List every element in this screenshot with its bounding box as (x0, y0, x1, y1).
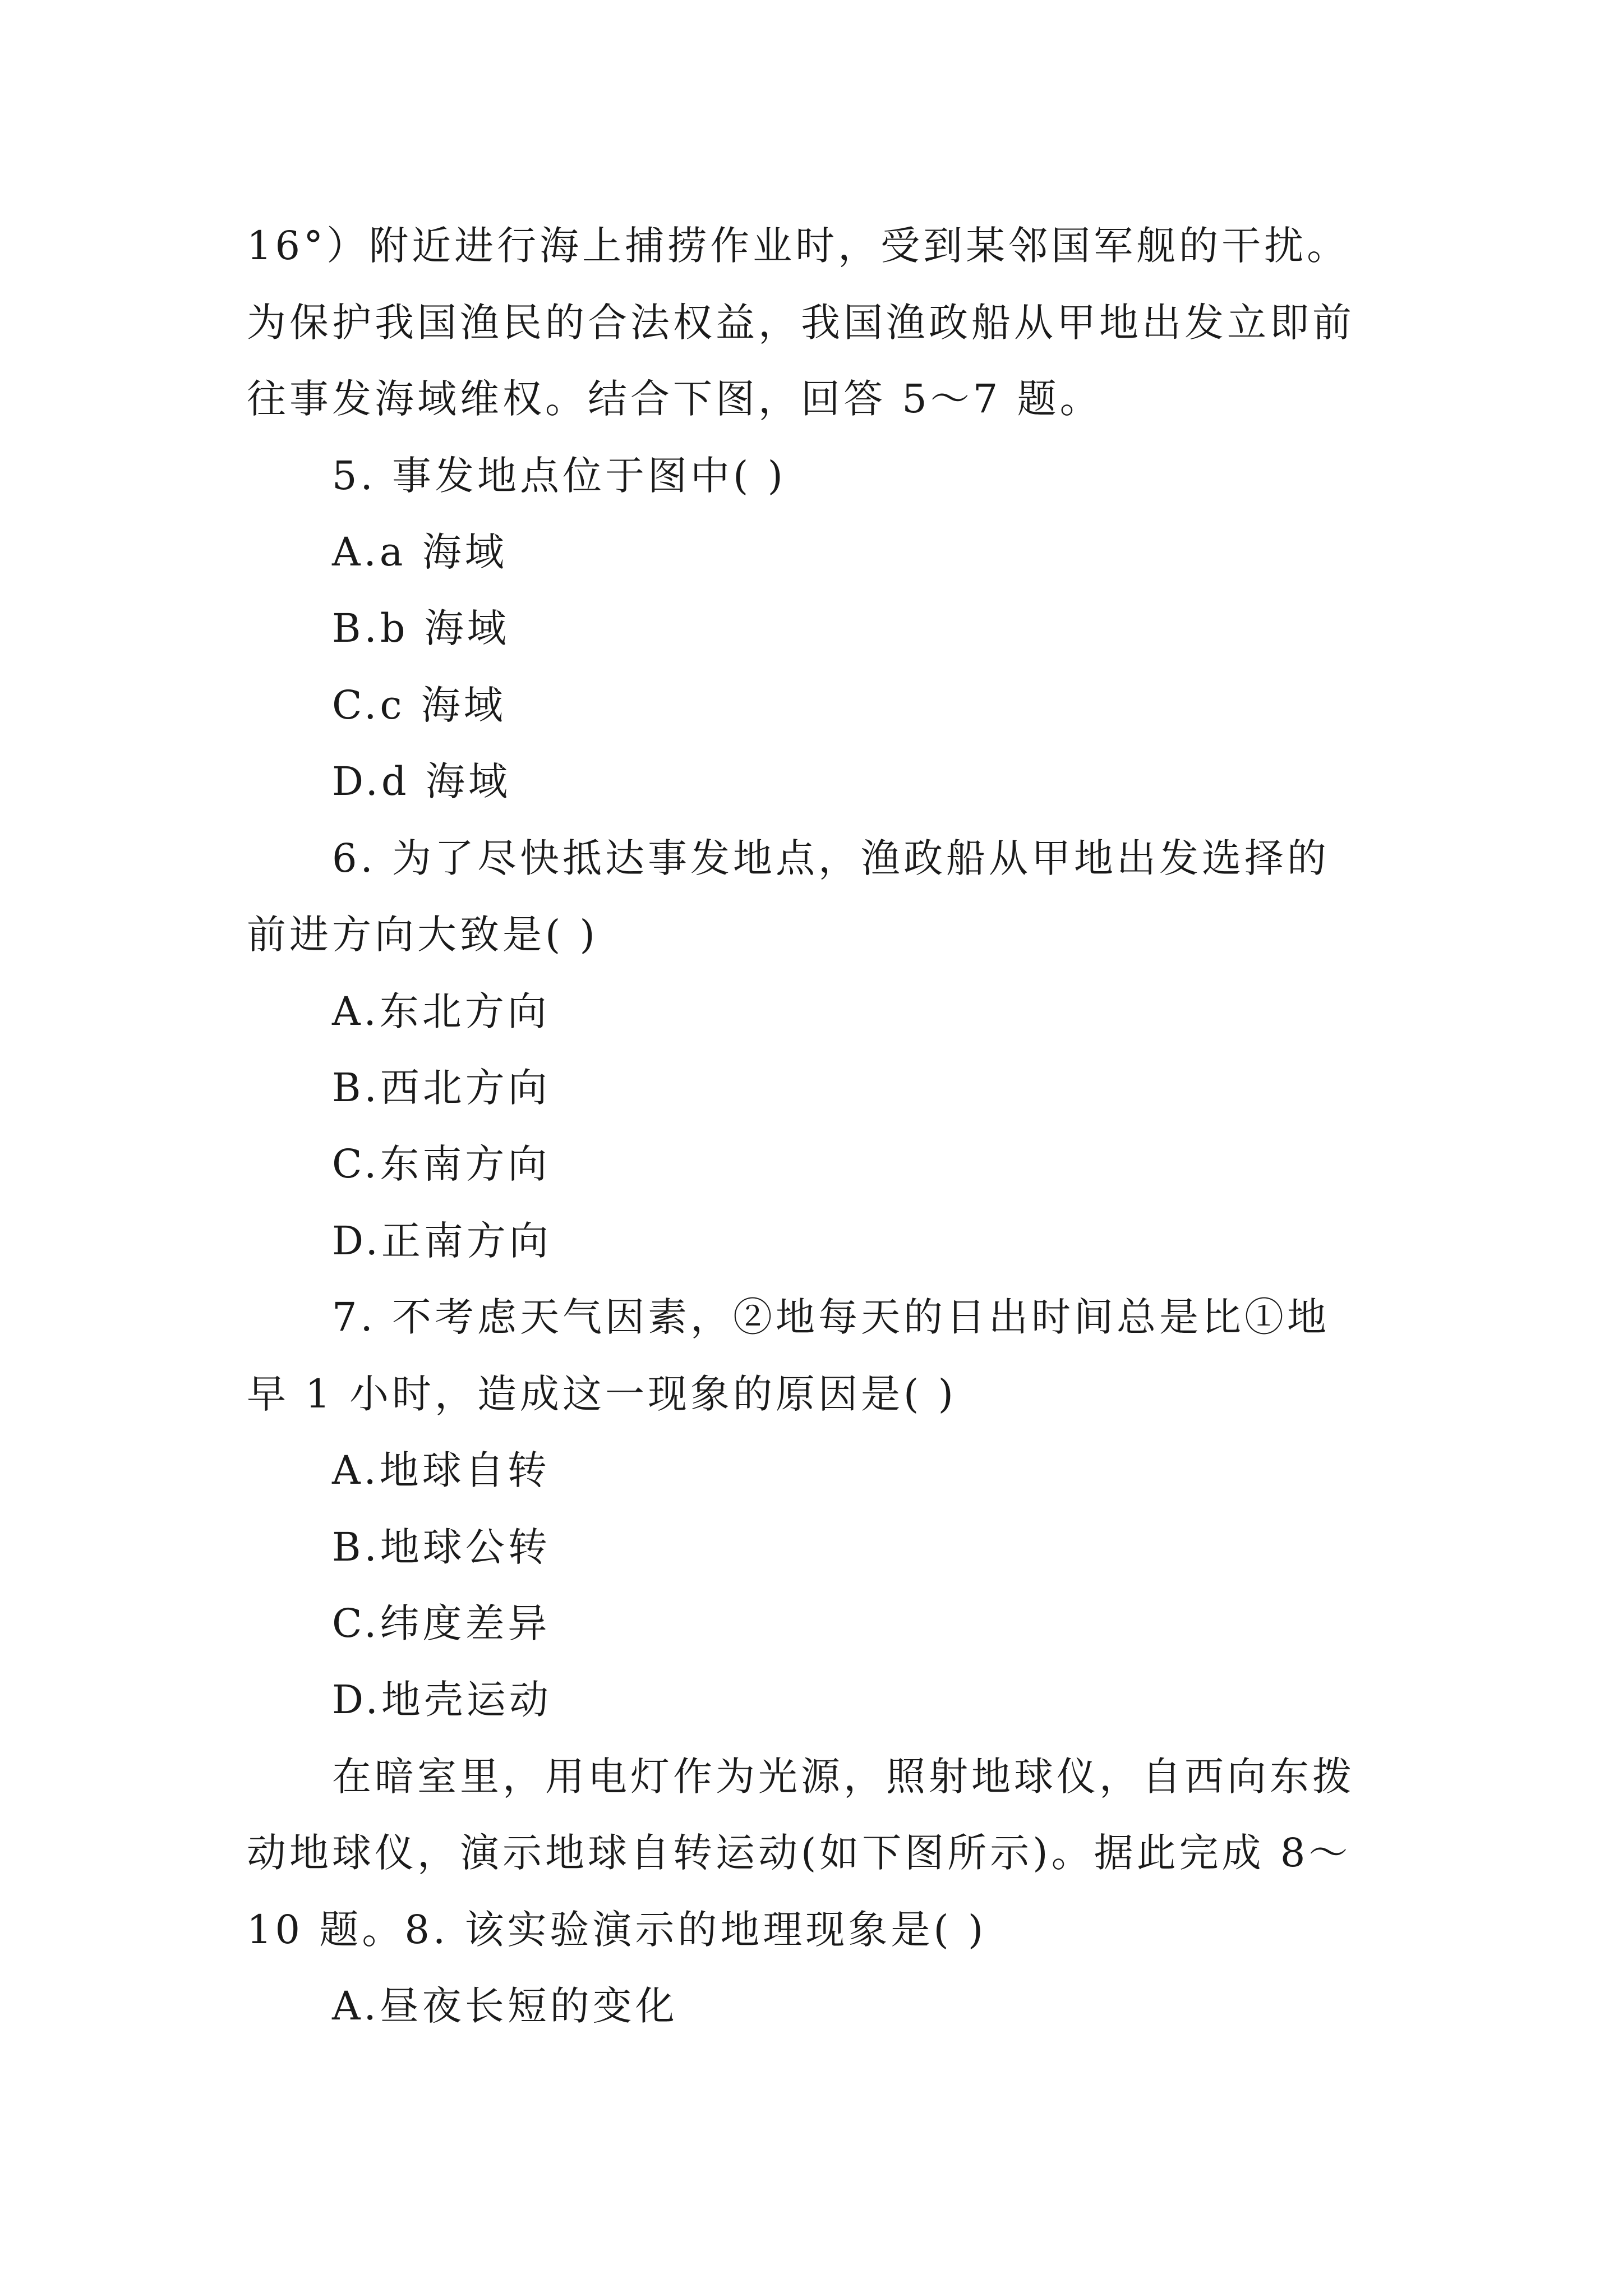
question-6-stem-line-2: 前进方向大致是( ) (247, 912, 598, 958)
intro-line-1: 16°）附近进行海上捕捞作业时，受到某邻国军舰的干扰。 (247, 223, 1350, 269)
intro2-line-3: 10 题。8. 该实验演示的地理现象是( ) (247, 1907, 987, 1953)
intro2-line-2: 动地球仪，演示地球自转运动(如下图所示)。据此完成 8～ (247, 1830, 1352, 1876)
intro-line-3: 往事发海域维权。结合下图，回答 5～7 题。 (247, 376, 1103, 422)
question-7-option-d: D.地壳运动 (332, 1677, 552, 1723)
question-5-option-b: B.b 海域 (332, 605, 510, 651)
question-5-option-d: D.d 海域 (332, 758, 511, 804)
question-6-option-a: A.东北方向 (332, 988, 550, 1034)
question-7-option-c: C.纬度差异 (332, 1600, 551, 1646)
question-6-option-b: B.西北方向 (332, 1065, 551, 1111)
question-5-option-a: A.a 海域 (332, 529, 508, 575)
question-8-option-a: A.昼夜长短的变化 (332, 1983, 678, 2029)
question-6-stem-line-1: 6. 为了尽快抵达事发地点，渔政船从甲地出发选择的 (332, 835, 1330, 881)
question-7-stem-line-2: 早 1 小时，造成这一现象的原因是( ) (247, 1371, 957, 1417)
intro-line-2: 为保护我国渔民的合法权益，我国渔政船从甲地出发立即前 (247, 300, 1355, 346)
question-5-stem: 5. 事发地点位于图中( ) (332, 453, 786, 499)
intro2-line-1: 在暗室里，用电灯作为光源，照射地球仪，自西向东拨 (332, 1754, 1355, 1800)
question-5-option-c: C.c 海域 (332, 682, 506, 728)
question-7-stem-line-1: 7. 不考虑天气因素，②地每天的日出时间总是比①地 (332, 1294, 1330, 1340)
question-7-option-a: A.地球自转 (332, 1447, 550, 1493)
question-7-option-b: B.地球公转 (332, 1524, 551, 1570)
question-6-option-d: D.正南方向 (332, 1218, 552, 1264)
question-6-option-c: C.东南方向 (332, 1141, 551, 1187)
